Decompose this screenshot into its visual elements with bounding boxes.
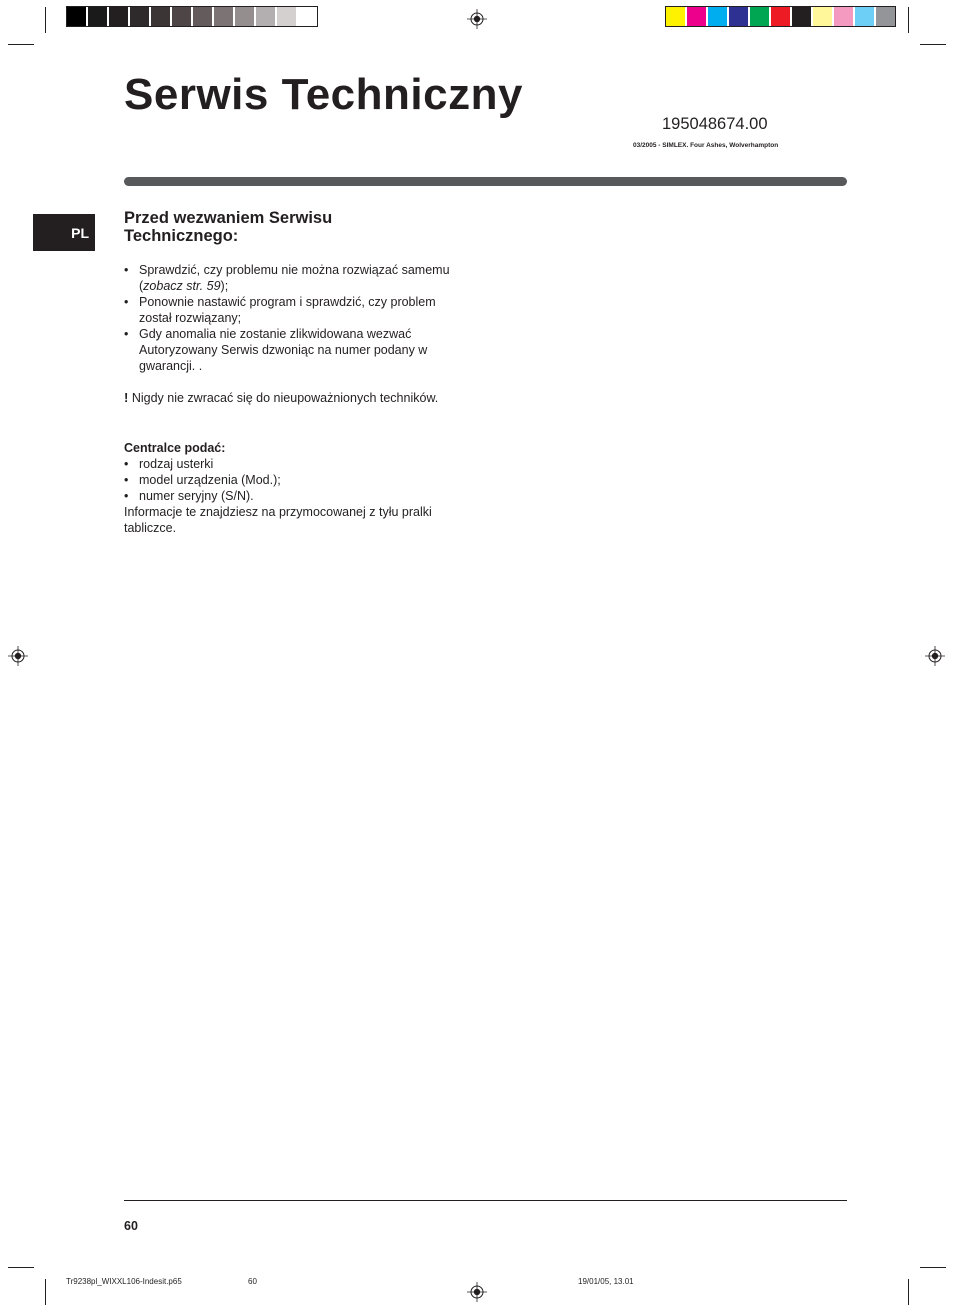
crop-mark bbox=[920, 44, 946, 45]
color-swatch bbox=[666, 7, 685, 26]
color-swatch bbox=[277, 7, 296, 26]
registration-mark-icon bbox=[467, 9, 487, 29]
color-swatch bbox=[67, 7, 86, 26]
color-swatch bbox=[151, 7, 170, 26]
warning-note bbox=[124, 390, 438, 406]
page-reference: zobacz str. 59 bbox=[143, 279, 221, 293]
color-swatch bbox=[130, 7, 149, 26]
contact-heading: Centralce podać: bbox=[124, 441, 226, 455]
color-swatch bbox=[256, 7, 275, 26]
color-swatch bbox=[88, 7, 107, 26]
color-swatch bbox=[172, 7, 191, 26]
color-swatch bbox=[729, 7, 748, 26]
crop-mark bbox=[908, 7, 909, 33]
color-swatch bbox=[298, 7, 317, 26]
list-item: • rodzaj usterki bbox=[124, 456, 469, 472]
nameplate-note: Informacje te znajdziesz na przymocowanej z tyłu pralki tabliczce. bbox=[124, 505, 432, 535]
grayscale-color-bar bbox=[66, 6, 318, 27]
list-item: • Ponownie nastawić program i sprawdzić, czy problem został rozwiązany; bbox=[124, 294, 469, 326]
color-swatch bbox=[214, 7, 233, 26]
color-swatch bbox=[876, 7, 895, 26]
list-item: • numer seryjny (S/N). bbox=[124, 488, 469, 504]
color-swatch bbox=[708, 7, 727, 26]
registration-mark-icon bbox=[8, 646, 28, 666]
color-swatch bbox=[855, 7, 874, 26]
crop-mark bbox=[45, 1279, 46, 1305]
color-swatch bbox=[687, 7, 706, 26]
list-item: • Sprawdzić, czy problemu nie można rozwiązać samemu (zobacz str. 59); bbox=[124, 262, 469, 294]
header-divider bbox=[124, 177, 847, 186]
registration-mark-icon bbox=[467, 1282, 487, 1302]
list-item: • Gdy anomalia nie zostanie zlikwidowana wezwać Autoryzowany Serwis dzwoniąc na numer podany w gwarancji. . bbox=[124, 326, 469, 374]
warning-mark: ! bbox=[124, 390, 129, 405]
crop-mark bbox=[8, 44, 34, 45]
footer-page: 60 bbox=[248, 1277, 257, 1286]
document-code: 195048674.00 bbox=[662, 115, 768, 133]
color-swatch bbox=[792, 7, 811, 26]
color-swatch bbox=[771, 7, 790, 26]
crop-mark bbox=[908, 1279, 909, 1305]
crop-mark bbox=[920, 1267, 946, 1268]
color-swatch bbox=[235, 7, 254, 26]
color-swatch bbox=[750, 7, 769, 26]
list-item: • model urządzenia (Mod.); bbox=[124, 472, 469, 488]
section-heading: Przed wezwaniem Serwisu Technicznego: bbox=[124, 209, 333, 245]
language-tab: PL bbox=[33, 214, 95, 251]
color-swatch bbox=[813, 7, 832, 26]
crop-mark bbox=[45, 7, 46, 33]
registration-mark-icon bbox=[925, 646, 945, 666]
color-swatch bbox=[834, 7, 853, 26]
footer-filename: Tr9238pl_WIXXL106-Indesit.p65 bbox=[66, 1277, 182, 1286]
crop-mark bbox=[8, 1267, 34, 1268]
contact-list bbox=[124, 456, 469, 504]
color-swatch bbox=[193, 7, 212, 26]
warning-text: Nigdy nie zwracać się do nieupoważnionych techników. bbox=[131, 391, 439, 405]
color-swatch bbox=[109, 7, 128, 26]
page-title: Serwis Techniczny bbox=[124, 70, 523, 119]
printer-imprint: 03/2005 - SIMLEX. Four Ashes, Wolverhampton bbox=[633, 142, 779, 149]
process-color-bar bbox=[665, 6, 896, 27]
page-number: 60 bbox=[124, 1219, 138, 1233]
footer-date: 19/01/05, 13.01 bbox=[578, 1277, 634, 1286]
footer-divider bbox=[124, 1200, 847, 1201]
checklist bbox=[124, 262, 469, 374]
